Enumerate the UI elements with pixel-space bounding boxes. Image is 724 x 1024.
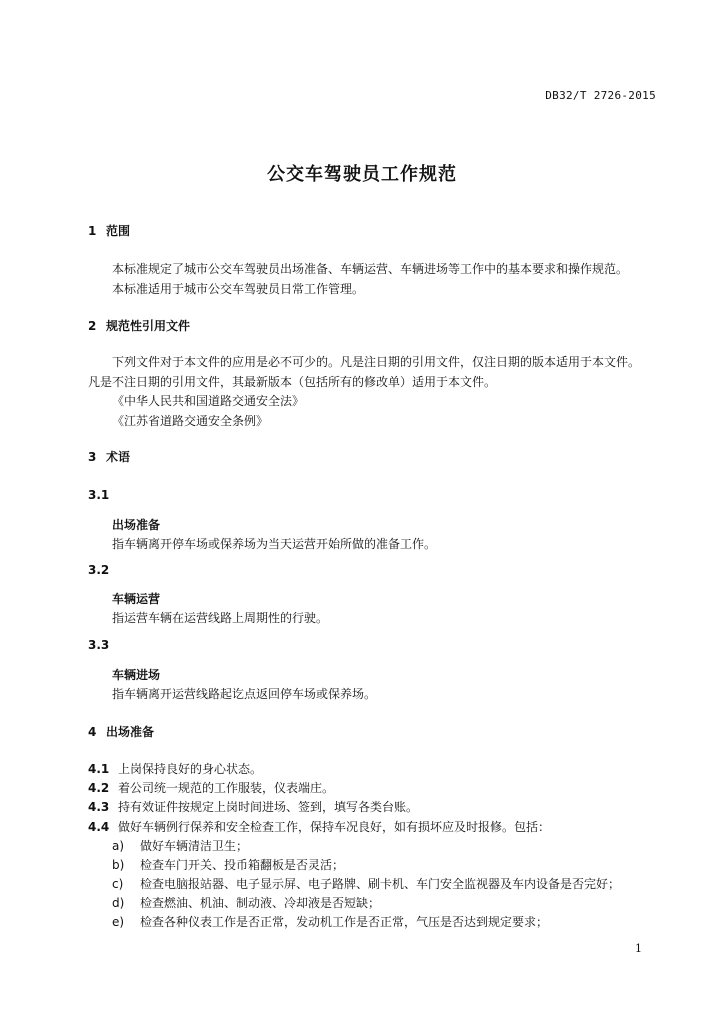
page-number: 1 [635,942,642,955]
list-item [112,856,344,873]
list-marker: b) [112,858,125,872]
list-item [112,894,380,911]
list-item [112,837,248,854]
list-item-text: 检查燃油、机油、制动液、冷却液是否短缺； [140,896,381,910]
list-marker: e) [112,915,125,929]
term-definition: 指车辆离开运营线路起讫点返回停车场或保养场。 [112,687,377,701]
term-number: 3.2 [88,563,110,577]
term-definition: 指运营车辆在运营线路上周期性的行驶。 [112,611,329,625]
term-name: 出场准备 [112,518,161,532]
clause-text: 持有效证件按规定上岗时间进场、签到，填写各类台账。 [118,800,419,814]
term-definition: 指车辆离开停车场或保养场为当天运营开始所做的准备工作。 [112,537,437,551]
section-number: 2 [88,319,97,333]
section-title: 术语 [106,450,131,464]
clause-text: 做好车辆例行保养和安全检查工作，保持车况良好，如有损坏应及时报修。包括： [118,820,551,834]
section-number: 1 [88,224,97,238]
document-title: 公交车驾驶员工作规范 [267,164,457,185]
list-item-text: 检查车门开关、投币箱翻板是否灵活； [140,858,345,872]
clause-number: 4.1 [88,762,110,776]
clause [88,779,334,796]
list-item [112,913,548,930]
section-3-heading [88,448,130,465]
clause-number: 4.4 [88,820,110,834]
term-name: 车辆运营 [112,592,161,606]
section-number: 3 [88,450,97,464]
term-number: 3.3 [88,638,110,652]
section-1-heading [88,222,130,239]
list-item [112,875,620,892]
clause [88,818,550,835]
clause-text: 上岗保持良好的身心状态。 [118,762,263,776]
section-title: 出场准备 [106,725,155,739]
list-marker: a) [112,839,125,853]
term-number: 3.1 [88,488,110,502]
clause-number: 4.2 [88,781,110,795]
list-item-text: 做好车辆清洁卫生； [140,839,249,853]
section-title: 范围 [106,224,131,238]
list-item-text: 检查各种仪表工作是否正常，发动机工作是否正常，气压是否达到规定要求； [140,915,549,929]
list-marker: c) [112,877,124,891]
section-4-heading [88,723,154,740]
paragraph: 下列文件对于本文件的应用是必不可少的。凡是注日期的引用文件，仅注日期的版本适用于本文件。 [112,355,641,369]
reference-item: 《中华人民共和国道路交通安全法》 [112,394,305,408]
section-number: 4 [88,725,97,739]
clause [88,760,262,777]
document-code: DB32/T 2726-2015 [545,89,656,102]
list-item-text: 检查电脑报站器、电子显示屏、电子路牌、刷卡机、车门安全监视器及车内设备是否完好； [140,877,621,891]
term-name: 车辆进场 [112,668,161,682]
reference-item: 《江苏省道路交通安全条例》 [112,414,269,428]
paragraph: 凡是不注日期的引用文件，其最新版本（包括所有的修改单）适用于本文件。 [88,375,497,389]
clause-text: 着公司统一规范的工作服装，仪表端庄。 [118,781,335,795]
section-title: 规范性引用文件 [106,319,191,333]
clause-number: 4.3 [88,800,110,814]
list-marker: d) [112,896,125,910]
paragraph: 本标准规定了城市公交车驾驶员出场准备、车辆运营、车辆进场等工作中的基本要求和操作规范。 [112,262,629,276]
clause [88,798,418,815]
section-2-heading [88,317,190,334]
paragraph: 本标准适用于城市公交车驾驶员日常工作管理。 [112,282,365,296]
